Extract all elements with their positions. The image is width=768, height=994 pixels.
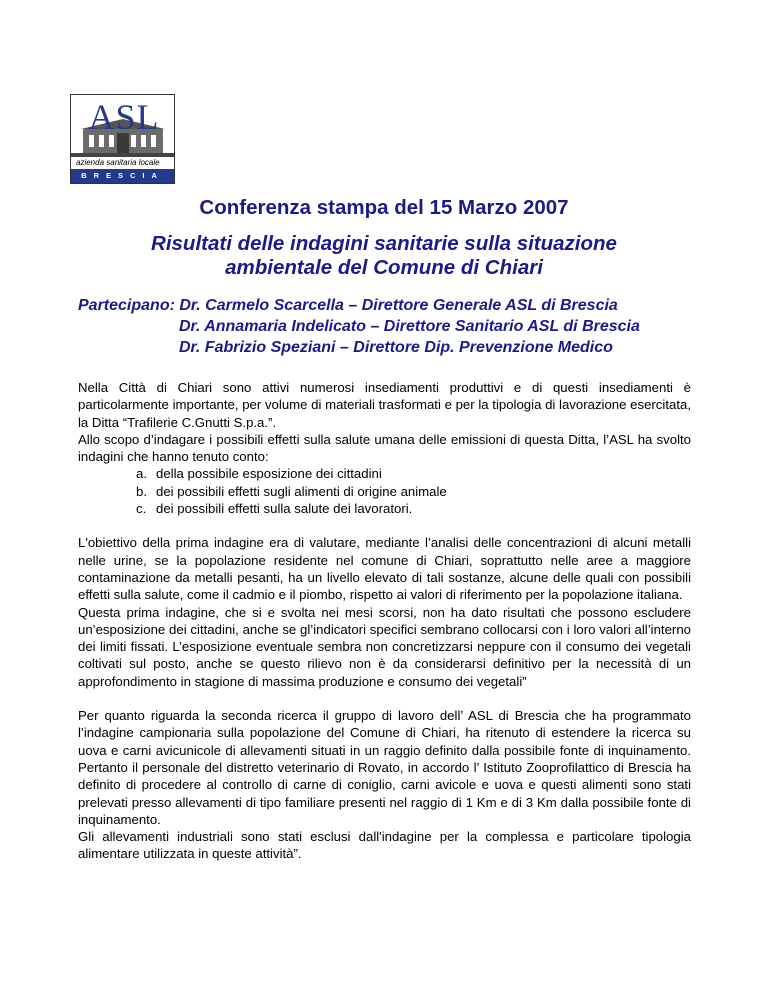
list-marker: c. (136, 501, 147, 517)
participant-2: Dr. Annamaria Indelicato – Direttore Sanitario ASL di Brescia (179, 318, 640, 335)
list-item (78, 465, 691, 482)
participant-3: Dr. Fabrizio Speziani – Direttore Dip. Prevenzione Medico (179, 339, 613, 356)
logo-letters: ASL (88, 97, 160, 137)
document-body (78, 379, 691, 863)
participant-row-1 (78, 295, 640, 316)
page-title: Conferenza stampa del 15 Marzo 2007 (199, 196, 569, 219)
paragraph-4: Questa prima indagine, che si e svolta nei mesi scorsi, non ha dato risultati che possono escludere un’esposizione dei cittadini, anche se gl’indicatori specifici sembrano collocarsi con i loro valori all’interno dei limiti fissati. L’esposizione eventuale sembra non concretizzarsi neppure con il consumo dei vegetali coltivati sul posto, anche se questo rilievo non è da considerarsi definitivo per la necessità di un approfondimento in stagione di massima produzione e consumo dei vegetali” (78, 604, 691, 689)
list-marker: b. (136, 483, 147, 499)
paragraph-6: Gli allevamenti industriali sono stati esclusi dall'indagine per la complessa e particolare tipologia alimentare utilizzata in queste attività”. (78, 829, 691, 862)
logo-city: BRESCIA (71, 169, 174, 183)
paragraph-spacer (78, 690, 691, 707)
page-subtitle (90, 232, 678, 280)
list-marker: a. (136, 466, 147, 482)
paragraph-spacer (78, 517, 691, 534)
paragraph-2: Allo scopo d’indagare i possibili effetti sulla salute umana delle emissioni di questa Ditta, l’ASL ha svolto indagini che hanno tenuto conto: (78, 431, 691, 465)
investigation-list (78, 465, 691, 517)
list-item-text: della possibile esposizione dei cittadini (156, 466, 382, 482)
paragraph-3: L'obiettivo della prima indagine era di valutare, mediante l’analisi delle concentrazioni di alcuni metalli nelle urine, se la popolazione residente nel comune di Chiari, soprattutto nelle aree a maggiore contaminazione da metalli pesanti, ha un livello elevato di tali sostanze, alcune delle quali con possibili effetti sulla salute, come il cadmio e il piombo, rispetto ai valori di riferimento per la popolazione italiana. (78, 535, 691, 603)
list-item (78, 500, 691, 517)
participant-1: Dr. Carmelo Scarcella – Direttore Generale ASL di Brescia (179, 297, 618, 314)
page-subtitle-line-2: ambientale del Comune di Chiari (225, 256, 543, 279)
paragraph-1: Nella Città di Chiari sono attivi numerosi insediamenti produttivi e di questi insediamenti è particolarmente importante, per volume di materiali trasformati e per la tipologia di lavorazione esercitata, la Ditta “Trafilerie C.Gnutti S.p.a.”. (78, 380, 691, 430)
list-item-text: dei possibili effetti sulla salute dei lavoratori. (156, 501, 413, 517)
participants-block (78, 295, 640, 358)
participants-label: Partecipano: (78, 297, 175, 314)
asl-logo (70, 94, 175, 184)
list-item-text: dei possibili effetti sugli alimenti di origine animale (156, 483, 447, 499)
paragraph-5: Per quanto riguarda la seconda ricerca il gruppo di lavoro dell’ ASL di Brescia che ha programmato l’indagine campionaria sulla popolazione del Comune di Chiari, ha ritenuto di estendere la ricerca su uova e carni avicunicole di allevamenti situati in un raggio definito dalla possibile fonte di inquinamento. Pertanto il personale del distretto veterinario di Rovato, in accordo l’ Istituto Zooprofilattico di Brescia ha definito di procedere al controllo di carne di coniglio, carni avicole e uova e questi alimenti sono stati prelevati presso allevamenti di tipo familiare presenti nel raggio di 1 Km e di 3 Km dalla possibile fonte di inquinamento. (78, 708, 691, 827)
logo-subtitle: azienda sanitaria locale (71, 157, 174, 169)
page-subtitle-line-1: Risultati delle indagini sanitarie sulla situazione (151, 232, 617, 255)
list-item (78, 483, 691, 500)
